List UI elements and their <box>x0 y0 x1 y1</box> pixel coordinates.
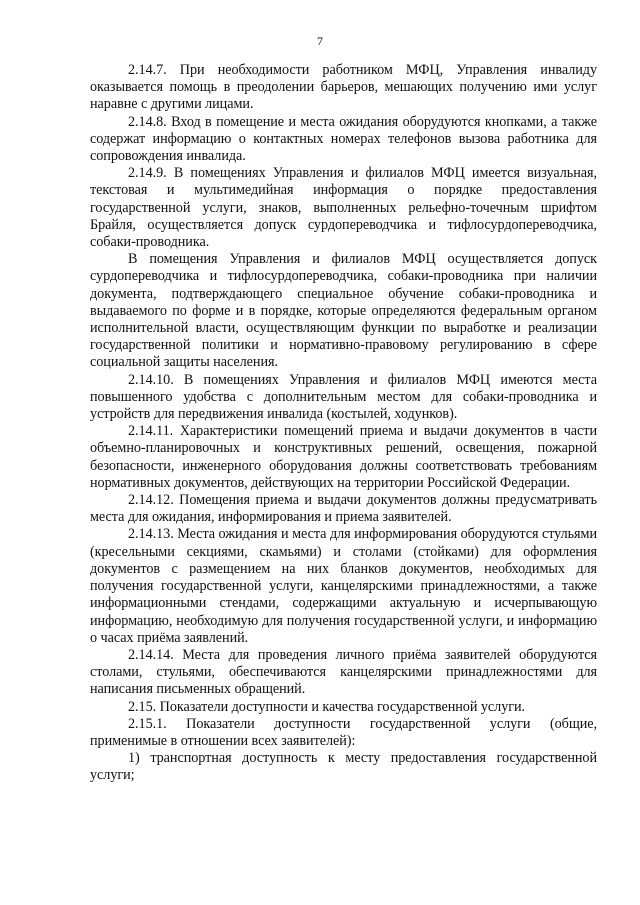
paragraph-2-14-8: 2.14.8. Вход в помещение и места ожидания оборудуются кнопками, а также содержат информацию о контактных номерах телефонов вызова работника для сопровождения инвалида. <box>90 113 597 165</box>
paragraph-2-15: 2.15. Показатели доступности и качества государственной услуги. <box>128 698 526 715</box>
paragraph-2-14-14: 2.14.14. Места для проведения личного приёма заявителей оборудуются столами, стульями, обеспечиваются канцелярскими принадлежностями для написания письменных обращений. <box>90 646 597 698</box>
paragraph-2-14-12: 2.14.12. Помещения приема и выдачи документов должны предусматривать места для ожидания, информирования и приема заявителей. <box>90 492 597 526</box>
paragraph-2-14-13: 2.14.13. Места ожидания и места для информирования оборудуются стульями (кресельными секциями, скамьями) и столами (стойками) для оформления документов с размещением на них бланков документов, необходимых для получения государственной услуги, канцелярскими принадлежностями, а также информационными стендами, содержащими актуальную и исчерпывающую информацию, необходимую для получения государственной услуги, и информацию о часах приёма заявлений. <box>90 526 597 646</box>
paragraph-2-14-10: 2.14.10. В помещениях Управления и филиалов МФЦ имеются места повышенного удобства с дополнительным местом для собаки-проводника и устройств для передвижения инвалида (костылей, ходунков). <box>90 371 597 423</box>
page-number: 7 <box>317 34 323 48</box>
paragraph-2-14-7: 2.14.7. При необходимости работником МФЦ, Управления инвалиду оказывается помощь в преодолении барьеров, мешающих получению ими услуг наравне с другими лицами. <box>90 62 597 113</box>
paragraph-2-15-1: 2.15.1. Показатели доступности государственной услуги (общие, применимые в отношении всех заявителей): <box>90 715 597 749</box>
paragraph-2-14-11: 2.14.11. Характеристики помещений приема и выдачи документов в части объемно-планировочных и конструктивных решений, освещения, пожарной безопасности, инженерного оборудования должны соответствовать требованиям нормативных документов, действующих на территории Российской Федерации. <box>90 423 597 491</box>
paragraph-2-14-9: 2.14.9. В помещениях Управления и филиалов МФЦ имеется визуальная, текстовая и мультимедийная информация о порядке предоставления государственной услуги, знаков, выполненных рельефно-точечным шрифтом Брайля, осуществляется допуск сурдопереводчика и тифлосурдопереводчика, собаки-проводника. <box>90 165 597 251</box>
paragraph-guide-dog-admission: В помещения Управления и филиалов МФЦ осуществляется допуск сурдопереводчика и тифлосурдопереводчика, собаки-проводника при наличии документа, подтверждающего специальное обучение собаки-проводника и выдаваемого по форме и в порядке, которые определяются федеральным органом исполнительной власти, осуществляющим функции по выработке и реализации государственной политики и нормативно-правовому регулированию в сфере социальной защиты населения. <box>90 251 597 371</box>
paragraph-list-item-1: 1) транспортная доступность к месту предоставления государственной услуги; <box>90 750 597 784</box>
document-body <box>90 62 597 785</box>
